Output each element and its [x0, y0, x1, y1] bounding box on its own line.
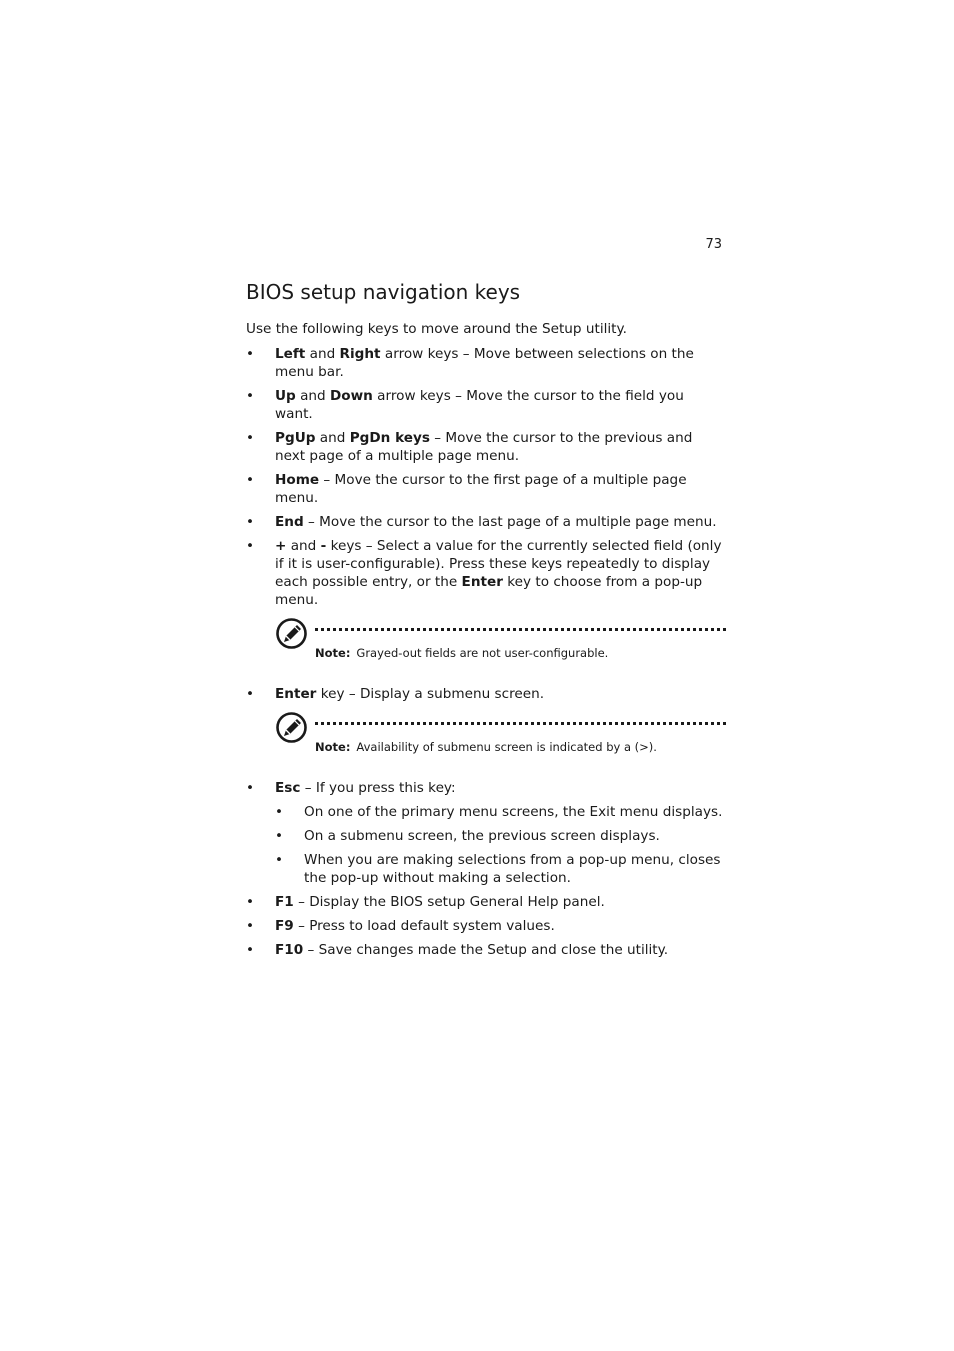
list-item-plus-minus: [246, 537, 724, 609]
item-text: – Display the BIOS setup General Help panel.: [293, 894, 605, 910]
item-text: key to choose from a pop-up menu.: [275, 574, 703, 608]
list-item-esc: [246, 779, 724, 887]
item-text: and: [315, 430, 350, 446]
list-item-up-down: [246, 387, 724, 423]
key-list-continued: [246, 685, 724, 703]
note-pencil-icon: [275, 711, 308, 744]
key-label: +: [275, 538, 287, 554]
esc-sub-list: [275, 803, 724, 887]
key-label: Enter: [275, 686, 317, 702]
item-text: and: [305, 346, 340, 362]
item-text: and: [286, 538, 321, 554]
note-pencil-icon: [275, 617, 308, 650]
note-text: [315, 645, 608, 661]
item-text: key – Display a submenu screen.: [316, 686, 545, 702]
key-label: Up: [275, 388, 296, 404]
section-heading: BIOS setup navigation keys: [246, 280, 521, 304]
key-label: Down: [330, 388, 373, 404]
list-item-f9: [246, 917, 724, 935]
intro-paragraph: Use the following keys to move around the Setup utility.: [246, 321, 627, 337]
key-label: -: [320, 538, 327, 554]
key-label: F1: [275, 894, 294, 910]
list-item-end: [246, 513, 724, 531]
key-label: PgUp: [275, 430, 316, 446]
item-text: arrow keys – Move the cursor to the field you want.: [275, 388, 684, 422]
key-label: Home: [275, 472, 320, 488]
note-label: Note:: [315, 740, 351, 754]
note-body: Availability of submenu screen is indicated by a (>).: [356, 740, 657, 754]
item-text: – If you press this key:: [300, 780, 456, 796]
list-item-left-right: [246, 345, 724, 381]
item-text: – Save changes made the Setup and close the utility.: [303, 942, 669, 958]
note-box: [275, 711, 724, 761]
key-label: PgDn keys: [349, 430, 430, 446]
list-item-home: [246, 471, 724, 507]
note-dotted-divider: [315, 722, 726, 725]
note-label: Note:: [315, 646, 351, 660]
note-text: [315, 739, 657, 755]
sub-list-item: • When you are making selections from a pop-up menu, closes the pop-up without making a selection.: [275, 851, 724, 887]
list-item-f1: [246, 893, 724, 911]
sub-list-item: • On a submenu screen, the previous screen displays.: [275, 827, 724, 845]
key-label: Enter: [461, 574, 503, 590]
page-number: 73: [705, 237, 722, 252]
note-dotted-divider: [315, 628, 726, 631]
list-item-pgup-pgdn: [246, 429, 724, 465]
item-text: and: [295, 388, 330, 404]
sub-list-item: • On one of the primary menu screens, the Exit menu displays.: [275, 803, 724, 821]
key-label: F10: [275, 942, 304, 958]
item-text: – Press to load default system values.: [293, 918, 555, 934]
note-body: Grayed-out fields are not user-configurable.: [356, 646, 609, 660]
item-text: – Move the cursor to the last page of a multiple page menu.: [303, 514, 717, 530]
key-label: Left: [275, 346, 306, 362]
note-box: [275, 617, 724, 667]
key-label: Right: [339, 346, 381, 362]
item-text: – Move the cursor to the previous and next page of a multiple page menu.: [275, 430, 693, 464]
key-list: [246, 345, 724, 609]
key-label: End: [275, 514, 304, 530]
key-list-continued: [246, 779, 724, 959]
item-text: keys – Select a value for the currently selected field (only if it is user-configurable). Press these keys repeatedly to display each possible entry, or the: [275, 538, 722, 590]
list-item-f10: [246, 941, 724, 959]
key-label: F9: [275, 918, 294, 934]
item-text: – Move the cursor to the first page of a multiple page menu.: [275, 472, 687, 506]
key-label: Esc: [275, 780, 301, 796]
page-content: [246, 278, 724, 965]
item-text: arrow keys – Move between selections on the menu bar.: [275, 346, 694, 380]
list-item-enter: [246, 685, 724, 703]
